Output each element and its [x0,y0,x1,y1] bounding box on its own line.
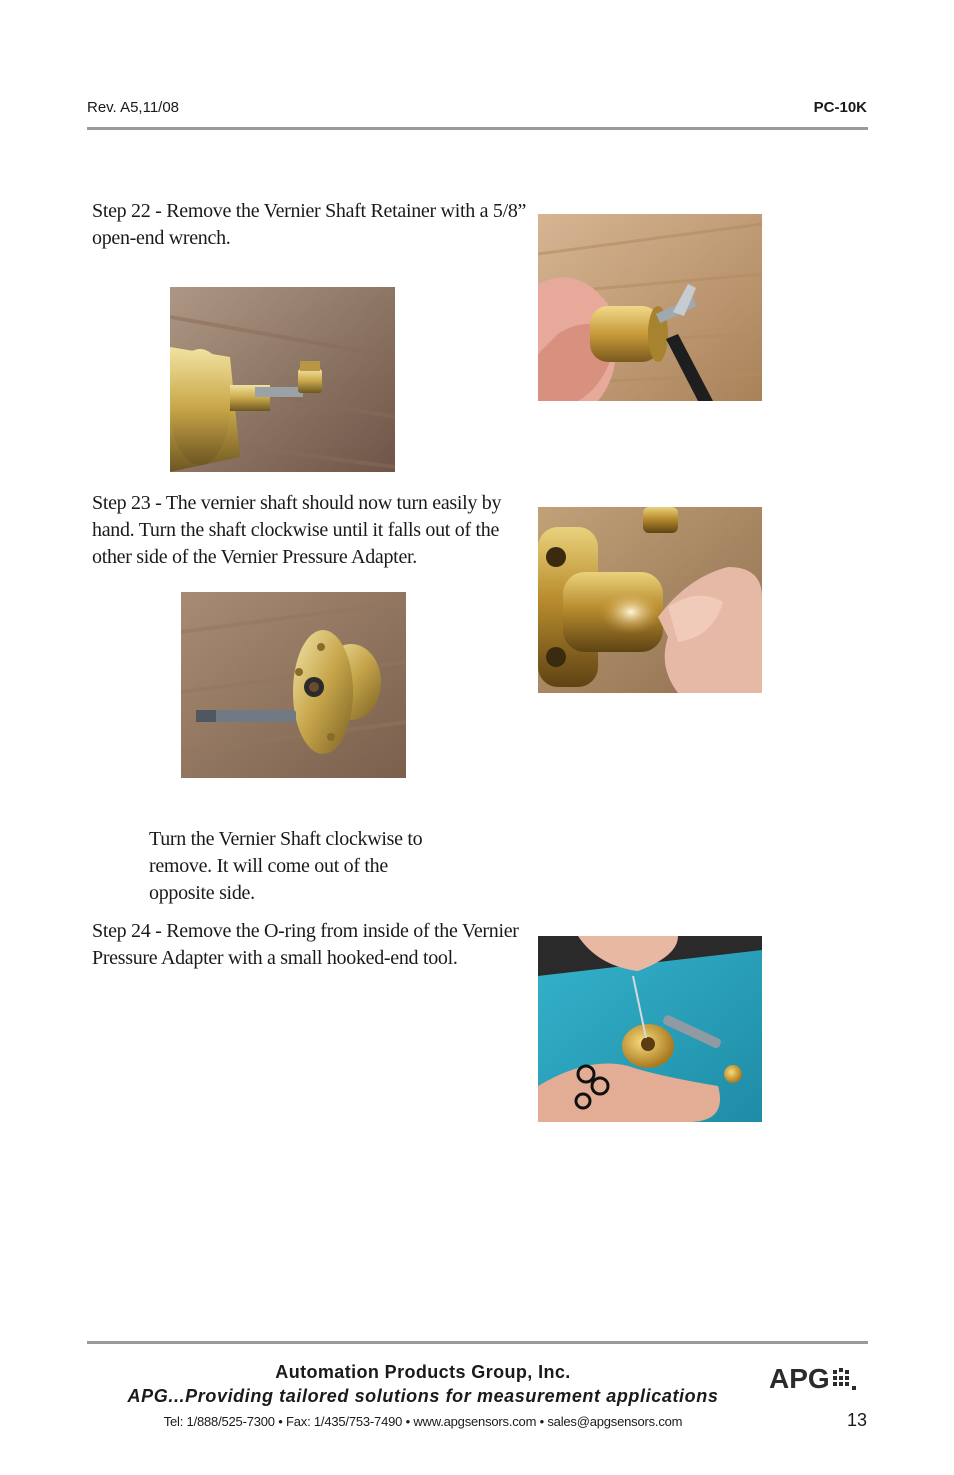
note-line-1: Turn the Vernier Shaft clockwise to [149,828,423,850]
logo-bars-icon [832,1367,858,1391]
step-23-line-2: hand. Turn the shaft clockwise until it falls out of the [92,519,500,541]
photo-turning-shaft-by-hand [538,507,762,693]
photo-wrench-removing-retainer [538,214,762,401]
note-line-3: opposite side. [149,882,255,904]
step-22-line-2: open-end wrench. [92,227,231,249]
logo-text: APG [769,1363,830,1394]
photo-shaft-removed-from-adapter [181,592,406,778]
step-24-line-1: Step 24 - Remove the O-ring from inside of the Vernier [92,920,519,942]
photo-shaft-and-retainer [170,287,395,472]
header-divider [87,127,868,130]
document-id: PC-10K [813,99,867,116]
step-23-line-1: Step 23 - The vernier shaft should now turn easily by [92,492,502,514]
removal-note [149,826,509,907]
contact-info: Tel: 1/888/525-7300 • Fax: 1/435/753-7490 • www.apgsensors.com • sales@apgsensors.com [163,1414,683,1429]
page-number: 13 [846,1410,867,1430]
step-24-line-2: Pressure Adapter with a small hooked-end tool. [92,947,458,969]
note-line-2: remove. It will come out of the [149,855,388,877]
step-22-line-1: Step 22 - Remove the Vernier Shaft Retainer with a 5/8” [92,200,527,222]
step-24-text [92,918,532,972]
company-tagline: APG...Providing tailored solutions for measurement applications [127,1386,719,1406]
step-23-line-3: other side of the Vernier Pressure Adapter. [92,546,417,568]
photo-o-ring-removal [538,936,762,1122]
apg-logo [769,1364,858,1394]
footer-divider [87,1341,868,1344]
step-23-text [92,490,532,571]
revision-label: Rev. A5,11/08 [87,99,180,116]
step-22-text [92,198,532,252]
company-name: Automation Products Group, Inc. [275,1362,571,1382]
